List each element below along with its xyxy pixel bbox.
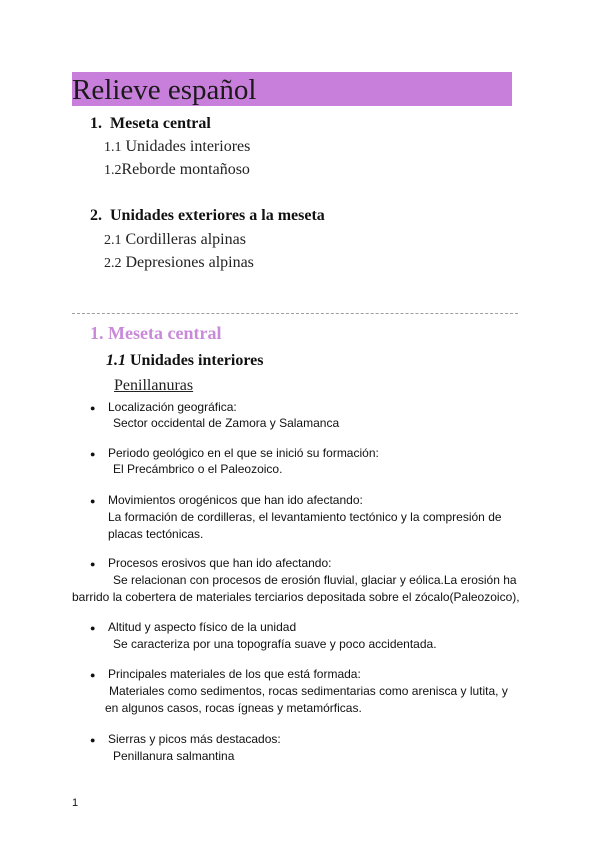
bullet-label: Procesos erosivos que han ido afectando:	[108, 556, 332, 570]
bullet-icon: ●	[90, 496, 96, 506]
bullet-icon: ●	[90, 403, 96, 413]
toc-sub-1-1-text: Unidades interiores	[121, 138, 251, 155]
toc-sub-1-2	[104, 160, 250, 181]
toc-sub-2-2	[104, 253, 254, 274]
bullet-label: Movimientos orogénicos que han ido afectando:	[108, 493, 363, 507]
toc-heading-2	[90, 206, 325, 226]
bullet-detail: Sector occidental de Zamora y Salamanca	[113, 416, 340, 430]
toc-heading-1-number: 1.	[90, 115, 102, 132]
page-number: 1	[72, 797, 79, 809]
bullet-detail: placas tectónicas.	[108, 527, 204, 541]
subsection-number: 1.1	[106, 352, 126, 369]
toc-sub-1-2-text: Reborde montañoso	[121, 161, 250, 178]
topic-heading: Penillanuras	[114, 377, 194, 394]
toc-sub-2-1-text: Cordilleras alpinas	[121, 231, 246, 248]
bullet-detail: barrido la cobertera de materiales terciarios depositada sobre el zócalo(Paleozoico),	[72, 590, 520, 604]
toc-heading-1-text: Meseta central	[110, 115, 211, 132]
bullet-icon: ●	[90, 449, 96, 459]
bullet-detail: Se caracteriza por una topografía suave y poco accidentada.	[113, 637, 437, 651]
bullet-icon: ●	[90, 623, 96, 633]
bullet-detail: Materiales como sedimentos, rocas sedimentarias como arenisca y lutita, y	[109, 684, 508, 698]
bullet-label: Periodo geológico en el que se inició su formación:	[108, 446, 379, 460]
bullet-label: Altitud y aspecto físico de la unidad	[108, 620, 297, 634]
toc-heading-2-text: Unidades exteriores a la meseta	[110, 207, 325, 224]
toc-sub-2-1-number: 2.1	[104, 233, 122, 248]
section-heading: 1. Meseta central	[90, 323, 222, 343]
bullet-icon: ●	[90, 670, 96, 680]
bullet-detail: en algunos casos, rocas ígneas y metamórficas.	[105, 701, 362, 715]
bullet-detail: El Precámbrico o el Paleozoico.	[113, 462, 283, 476]
toc-sub-2-2-text: Depresiones alpinas	[121, 254, 254, 271]
bullet-label: Sierras y picos más destacados:	[108, 732, 281, 746]
toc-heading-2-number: 2.	[90, 207, 102, 224]
toc-sub-2-2-number: 2.2	[104, 256, 122, 271]
subsection-text: Unidades interiores	[126, 352, 264, 369]
toc-sub-1-1-number: 1.1	[104, 140, 122, 155]
document-title: Relieve español	[72, 74, 257, 106]
toc-sub-2-1	[104, 230, 246, 251]
bullet-label: Principales materiales de los que está formada:	[108, 667, 361, 681]
bullet-detail: Se relacionan con procesos de erosión fluvial, glaciar y eólica.La erosión ha	[113, 573, 517, 587]
subsection-heading	[106, 351, 263, 371]
toc-sub-1-2-number: 1.2	[104, 163, 122, 178]
bullet-icon: ●	[90, 559, 96, 569]
toc-sub-1-1	[104, 137, 250, 158]
bullet-icon: ●	[90, 735, 96, 745]
bullet-detail: La formación de cordilleras, el levantamiento tectónico y la compresión de	[108, 510, 502, 524]
toc-heading-1	[90, 114, 211, 134]
section-divider	[72, 313, 518, 314]
bullet-label: Localización geográfica:	[108, 400, 237, 414]
bullet-detail: Penillanura salmantina	[113, 749, 235, 763]
